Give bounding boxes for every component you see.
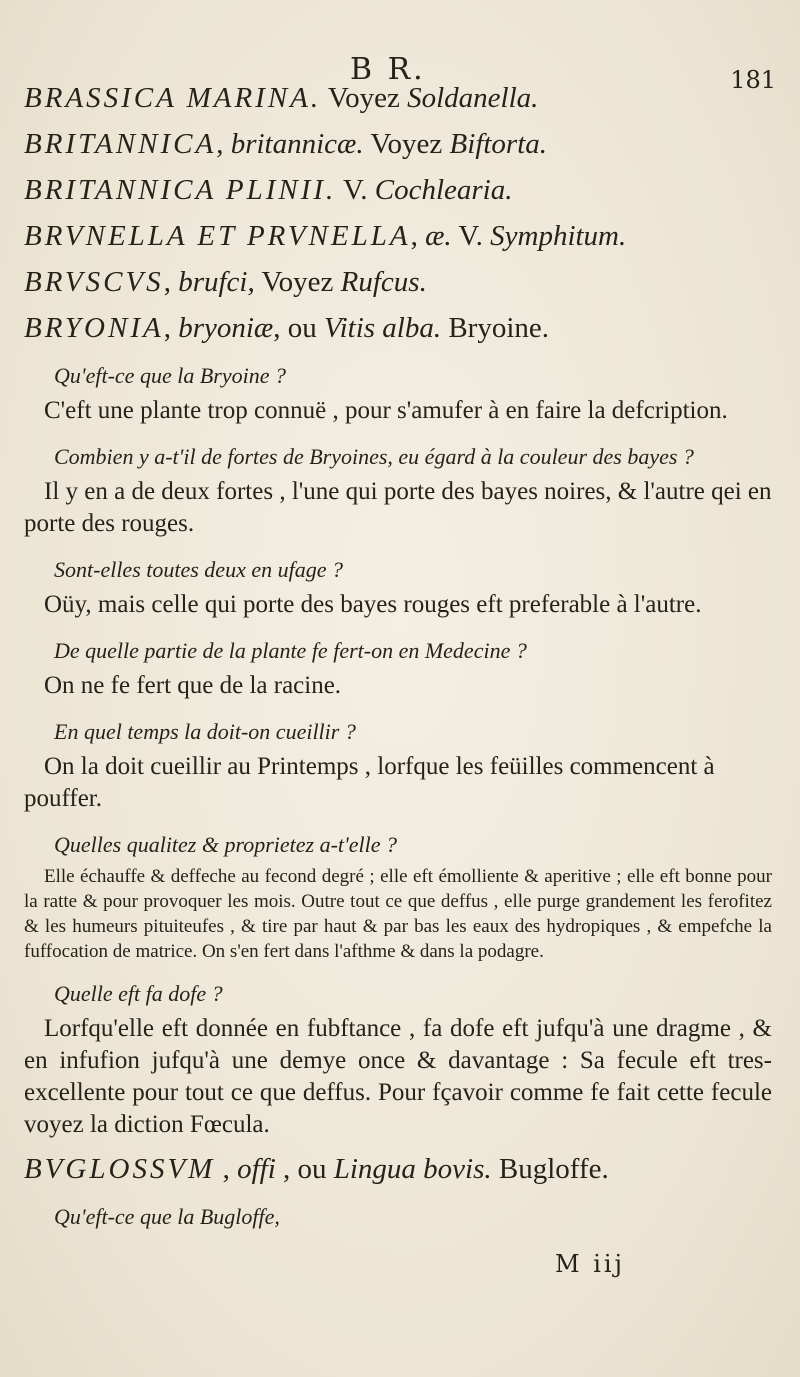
entry-brunella: BRVNELLA ET PRVNELLA, æ. V. Symphitum. bbox=[24, 220, 627, 252]
question: De quelle partie de la plante fe fert-on en Medecine ? bbox=[54, 638, 527, 663]
cross-reference: Biftorta. bbox=[449, 128, 548, 160]
question: En quel temps la doit-on cueillir ? bbox=[54, 719, 356, 744]
cross-reference: Soldanella. bbox=[407, 82, 539, 114]
french-name: Bugloffe. bbox=[491, 1153, 609, 1185]
running-head: B R. bbox=[350, 52, 426, 87]
answer: Oüy, mais celle qui porte des bayes rouges eft preferable à l'autre. bbox=[44, 591, 702, 618]
genitive-form: brufci, bbox=[178, 266, 255, 298]
cross-reference: Lingua bovis. bbox=[333, 1153, 492, 1185]
headword: BRITANNICA bbox=[24, 128, 217, 160]
cross-reference: Cochlearia. bbox=[374, 174, 513, 206]
answer: C'eft une plante trop connuë , pour s'amufer à en faire la defcription. bbox=[44, 397, 728, 424]
question: Quelle eft fa dofe ? bbox=[54, 981, 223, 1006]
entry-britannica-plinii: BRITANNICA PLINII. V. Cochlearia. bbox=[24, 174, 513, 206]
headword: BRYONIA bbox=[24, 312, 164, 344]
bryonia-questions bbox=[24, 360, 784, 1141]
genitive-form: offi bbox=[237, 1153, 276, 1185]
headword: BRASSICA MARINA. bbox=[24, 82, 322, 114]
answer: Lorfqu'elle eft donnée en fubftance , fa dofe eft jufqu'à une dragme , & en infufion jufqu'à une demye once & davantage : Sa fecule eft tres-excellente pour tout ce que deffus. Pour fçavoir comme fe fait cette fecule voyez la diction Fœcula. bbox=[24, 1015, 772, 1138]
genitive-form: britannicæ. bbox=[230, 128, 364, 160]
headword: BRVNELLA ET PRVNELLA bbox=[24, 220, 411, 252]
signature-mark: M iij bbox=[555, 1250, 625, 1278]
cross-reference: Symphitum. bbox=[490, 220, 627, 252]
genitive-form: bryoniæ bbox=[178, 312, 274, 344]
headword: BRVSCVS bbox=[24, 266, 164, 298]
question: Combien y a-t'il de fortes de Bryoines, eu égard à la couleur des bayes ? bbox=[54, 444, 694, 469]
entry-britannica: BRITANNICA, britannicæ. Voyez Biftorta. bbox=[24, 128, 548, 160]
headword: BVGLOSSVM bbox=[24, 1153, 216, 1185]
french-name: Bryoine. bbox=[441, 312, 550, 344]
entry-bryonia: BRYONIA, bryoniæ, ou Vitis alba. Bryoine. bbox=[24, 312, 550, 344]
dictionary-text bbox=[24, 80, 784, 1232]
answer: On la doit cueillir au Printemps , lorfque les feüilles commencent à pouffer. bbox=[24, 753, 715, 812]
question: Qu'eft-ce que la Bryoine ? bbox=[54, 363, 286, 388]
entry-buglossum: BVGLOSSVM , offi , ou Lingua bovis. Bugloffe. bbox=[24, 1153, 609, 1185]
cross-reference: Vitis alba. bbox=[324, 312, 442, 344]
page-number: 181 bbox=[730, 66, 776, 94]
answer: On ne fe fert que de la racine. bbox=[44, 672, 342, 699]
entry-bruscus: BRVSCVS, brufci, Voyez Rufcus. bbox=[24, 266, 427, 298]
cross-reference: Rufcus. bbox=[340, 266, 427, 298]
answer: Il y en a de deux fortes , l'une qui porte des bayes noires, & l'autre qei en porte des rouges. bbox=[24, 478, 772, 537]
question: Sont-elles toutes deux en ufage ? bbox=[54, 557, 343, 582]
question: Qu'eft-ce que la Bugloffe, bbox=[54, 1204, 280, 1229]
question: Quelles qualitez & proprietez a-t'elle ? bbox=[54, 832, 397, 857]
answer: Elle échauffe & deffeche au fecond degré ; elle eft émolliente & aperitive ; elle eft bonne pour la ratte & pour provoquer les mois. Outre tout ce que deffus , elle purge grandement les ferofitez & les humeurs pituiteufes , & tire par haut & par bas les eaux des hydropiques , & empefche la fuffocation de matrice. On s'en fert dans l'afthme & dans la podagre. bbox=[24, 866, 772, 962]
entry-brassica-marina: BRASSICA MARINA. Voyez Soldanella. bbox=[24, 82, 539, 114]
headword: BRITANNICA PLINII. bbox=[24, 174, 337, 206]
genitive-form: æ. bbox=[425, 220, 452, 252]
